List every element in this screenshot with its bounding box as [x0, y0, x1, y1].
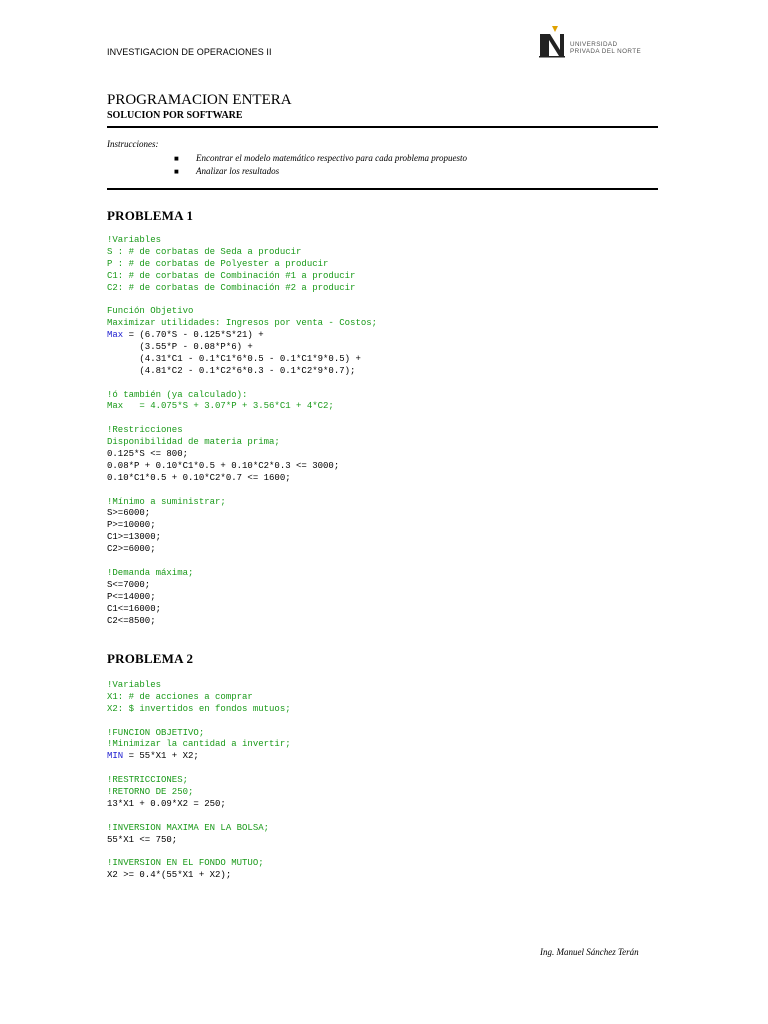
code-line	[107, 775, 291, 787]
author-footer: Ing. Manuel Sánchez Terán	[540, 947, 639, 957]
page-title: PROGRAMACION ENTERA	[107, 92, 292, 108]
code-line	[107, 401, 377, 413]
code-token: S>=6000;	[107, 508, 151, 519]
code-token: !Variables	[107, 680, 162, 690]
code-token: C1>=13000;	[107, 532, 162, 543]
code-line	[107, 413, 377, 425]
code-token: !Demanda máxima;	[107, 567, 194, 578]
code-line	[107, 544, 377, 556]
code-line	[107, 846, 291, 858]
code-line	[107, 378, 377, 390]
code-token: !Minimizar la cantidad a invertir;	[107, 739, 291, 750]
code-line	[107, 556, 377, 568]
code-token: = (6.70*S - 0.125*S*21) +	[123, 330, 264, 341]
bullet-icon: ■	[174, 167, 179, 176]
code-token: Max	[107, 330, 124, 341]
code-line	[107, 425, 377, 437]
instruction-item: Analizar los resultados	[196, 166, 280, 176]
code-line	[107, 247, 377, 259]
code-line	[107, 799, 291, 811]
code-line	[107, 811, 291, 823]
code-line	[107, 716, 291, 728]
code-token: (3.55*P - 0.08*P*6) +	[107, 342, 253, 353]
code-line	[107, 449, 377, 461]
code-line	[107, 318, 377, 330]
code-token: S<=7000;	[107, 579, 151, 590]
code-token: Función Objetivo	[107, 306, 194, 317]
code-token: C1: # de corbatas de Combinación #1 a producir	[107, 270, 356, 281]
code-line	[107, 604, 377, 616]
code-line	[107, 473, 377, 485]
code-token: 0.125*S <= 800;	[107, 449, 189, 460]
code-line	[107, 259, 377, 271]
code-token: Max = 4.075*S + 3.07*P + 3.56*C1 + 4*C2;	[107, 401, 334, 412]
instruction-item: Encontrar el modelo matemático respectivo para cada problema propuesto	[196, 153, 467, 163]
code-line	[107, 366, 377, 378]
code-token: 55*X1 <= 750;	[107, 834, 178, 845]
code-token: 0.08*P + 0.10*C1*0.5 + 0.10*C2*0.3 <= 3000;	[107, 460, 340, 471]
code-line	[107, 692, 291, 704]
bullet-icon: ■	[174, 154, 179, 163]
code-line	[107, 306, 377, 318]
code-token: C2: # de corbatas de Combinación #2 a producir	[107, 282, 356, 293]
code-token: 0.10*C1*0.5 + 0.10*C2*0.7 <= 1600;	[107, 472, 291, 483]
code-token: P<=14000;	[107, 591, 156, 602]
code-token: 13*X1 + 0.09*X2 = 250;	[107, 798, 226, 809]
code-line	[107, 330, 377, 342]
code-line	[107, 704, 291, 716]
problem-2-code	[107, 680, 291, 882]
code-line	[107, 271, 377, 283]
code-line	[107, 294, 377, 306]
code-line	[107, 870, 291, 882]
code-line	[107, 342, 377, 354]
code-line	[107, 680, 291, 692]
code-line	[107, 751, 291, 763]
code-line	[107, 835, 291, 847]
instructions-label: Instrucciones:	[107, 139, 159, 149]
code-line	[107, 592, 377, 604]
code-line	[107, 497, 377, 509]
code-line	[107, 461, 377, 473]
code-line	[107, 390, 377, 402]
code-line	[107, 532, 377, 544]
code-line	[107, 787, 291, 799]
code-line	[107, 616, 377, 628]
code-line	[107, 437, 377, 449]
university-logo	[538, 26, 660, 60]
code-line	[107, 485, 377, 497]
code-token: P>=10000;	[107, 520, 156, 531]
code-token: !INVERSION EN EL FONDO MUTUO;	[107, 858, 264, 869]
code-token: X2 >= 0.4*(55*X1 + X2);	[107, 870, 232, 881]
problem-1-title: PROBLEMA 1	[107, 208, 194, 223]
code-line	[107, 283, 377, 295]
university-name: UNIVERSIDAD PRIVADA DEL NORTE	[570, 41, 642, 55]
code-token: Disponibilidad de materia prima;	[107, 437, 280, 448]
code-line	[107, 739, 291, 751]
code-token: !INVERSION MAXIMA EN LA BOLSA;	[107, 822, 270, 833]
code-token: !Restricciones	[107, 425, 183, 436]
code-token: C2>=6000;	[107, 544, 156, 555]
problem-2-title: PROBLEMA 2	[107, 651, 194, 666]
divider-top	[107, 126, 658, 128]
code-line	[107, 580, 377, 592]
code-token: !ó también (ya calculado):	[107, 389, 248, 400]
code-token: !RETORNO DE 250;	[107, 787, 194, 798]
divider-instructions	[107, 188, 658, 190]
code-line	[107, 235, 377, 247]
code-token: !Mínimo a suministrar;	[107, 496, 226, 507]
code-token: !FUNCION OBJETIVO;	[107, 727, 205, 738]
code-token: Maximizar utilidades: Ingresos por venta - Costos;	[107, 318, 378, 329]
code-token: C1<=16000;	[107, 603, 162, 614]
code-token: P : # de corbatas de Polyester a producir	[107, 258, 329, 269]
code-line	[107, 858, 291, 870]
code-token: !Variables	[107, 235, 162, 245]
code-line	[107, 763, 291, 775]
code-token: !RESTRICCIONES;	[107, 775, 189, 786]
code-token: S : # de corbatas de Seda a producir	[107, 246, 302, 257]
code-line	[107, 568, 377, 580]
page-subtitle: SOLUCION POR SOFTWARE	[107, 110, 243, 121]
code-token: X2: $ invertidos en fondos mutuos;	[107, 703, 291, 714]
code-line	[107, 354, 377, 366]
code-line	[107, 823, 291, 835]
code-line	[107, 520, 377, 532]
upn-logo-icon	[538, 26, 568, 60]
problem-1-code	[107, 235, 377, 627]
code-token: MIN	[107, 751, 124, 762]
code-token: (4.31*C1 - 0.1*C1*6*0.5 - 0.1*C1*9*0.5) +	[107, 353, 361, 364]
code-line	[107, 508, 377, 520]
code-token: = 55*X1 + X2;	[123, 751, 199, 762]
code-token: C2<=8500;	[107, 615, 156, 626]
code-token: (4.81*C2 - 0.1*C2*6*0.3 - 0.1*C2*9*0.7);	[107, 365, 356, 376]
course-header: INVESTIGACION DE OPERACIONES II	[107, 47, 272, 57]
code-token: X1: # de acciones a comprar	[107, 691, 253, 702]
code-line	[107, 728, 291, 740]
